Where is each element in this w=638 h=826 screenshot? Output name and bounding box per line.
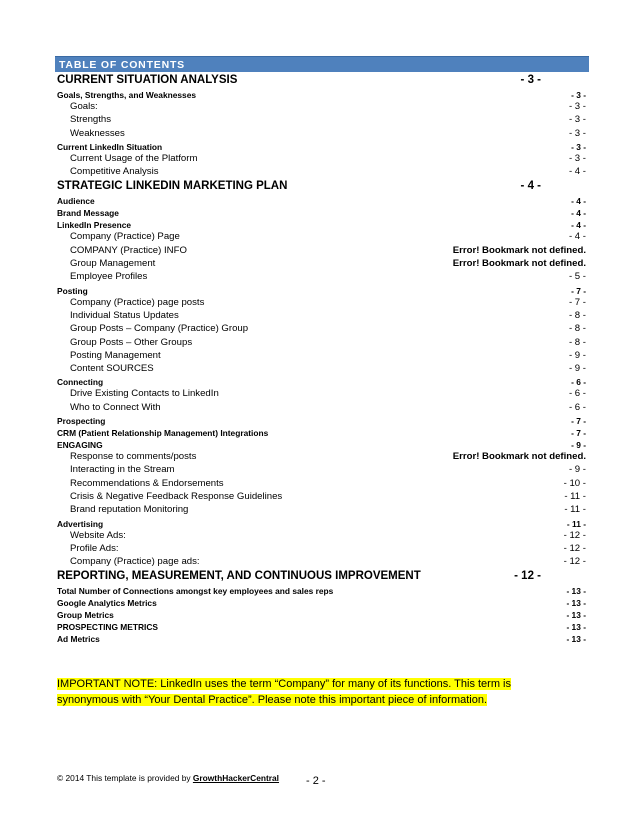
toc-entry[interactable] (57, 350, 586, 363)
toc-entry-page: - 8 - (568, 336, 586, 348)
toc-entry-page: - 13 - (566, 598, 586, 609)
note-line-2: synonymous with “Your Dental Practice”. Please note this important piece of information. (57, 694, 488, 706)
toc-entry[interactable] (57, 128, 586, 141)
toc-entry[interactable] (57, 363, 586, 376)
toc-entry-title: Strengths (70, 114, 112, 126)
toc-entry-title: Current LinkedIn Situation (57, 141, 163, 152)
toc-entry[interactable] (57, 402, 586, 415)
toc-entry[interactable] (57, 297, 586, 310)
footer (57, 773, 279, 783)
toc-entry[interactable] (57, 556, 586, 569)
toc-entry-page: - 9 - (571, 440, 586, 451)
toc-entry-page: - 7 - (571, 416, 586, 427)
table-of-contents (57, 73, 586, 645)
toc-entry-page: - 9 - (568, 464, 586, 476)
toc-entry[interactable] (57, 179, 586, 195)
toc-entry[interactable] (57, 166, 586, 179)
toc-entry-page: - 4 - (568, 166, 586, 178)
toc-entry-title: Group Posts – Other Groups (70, 336, 193, 348)
toc-entry-title: Response to comments/posts (70, 451, 197, 463)
important-note (57, 676, 587, 708)
toc-entry-title: PROSPECTING METRICS (57, 622, 158, 633)
toc-entry-title: Recommendations & Endorsements (70, 477, 224, 489)
toc-entry[interactable] (57, 258, 586, 271)
toc-entry[interactable] (57, 89, 586, 101)
toc-entry-title: STRATEGIC LINKEDIN MARKETING PLAN (57, 180, 288, 193)
toc-entry-page: - 13 - (566, 622, 586, 633)
toc-entry[interactable] (57, 195, 586, 207)
toc-entry-title: Current Usage of the Platform (70, 152, 198, 164)
toc-entry-title: Group Posts – Company (Practice) Group (70, 323, 249, 335)
toc-entry[interactable] (57, 245, 586, 258)
toc-entry[interactable] (57, 543, 586, 556)
toc-entry-error: Error! Bookmark not defined. (452, 258, 586, 270)
toc-entry-page: - 4 - (520, 180, 541, 193)
toc-entry[interactable] (57, 207, 586, 219)
toc-entry-title: Company (Practice) Page (70, 231, 180, 243)
toc-entry[interactable] (57, 415, 586, 427)
toc-entry-page: - 9 - (568, 349, 586, 361)
toc-entry[interactable] (57, 478, 586, 491)
toc-entry-title: Goals, Strengths, and Weaknesses (57, 90, 197, 100)
toc-entry-title: Competitive Analysis (70, 166, 159, 178)
toc-entry[interactable] (57, 491, 586, 504)
toc-entry-title: Employee Profiles (70, 271, 148, 283)
toc-entry[interactable] (57, 530, 586, 543)
toc-entry[interactable] (57, 597, 586, 609)
toc-entry-page: - 3 - (571, 90, 586, 100)
toc-entry-title: Ad Metrics (57, 634, 100, 645)
toc-entry-page: - 12 - (563, 529, 586, 541)
toc-entry[interactable] (57, 585, 586, 597)
toc-entry-page: - 12 - (514, 570, 541, 583)
toc-entry-title: Who to Connect With (70, 401, 161, 413)
toc-entry[interactable] (57, 310, 586, 323)
toc-entry[interactable] (57, 504, 586, 517)
toc-entry-page: - 9 - (568, 363, 586, 375)
toc-entry[interactable] (57, 285, 586, 297)
toc-entry-title: Audience (57, 196, 95, 207)
toc-entry-title: Group Management (70, 258, 156, 270)
toc-entry-error: Error! Bookmark not defined. (452, 244, 586, 256)
toc-entry[interactable] (57, 73, 586, 89)
toc-entry-page: - 13 - (566, 610, 586, 621)
toc-entry-title: Posting Management (70, 349, 161, 361)
toc-header-bar (55, 56, 589, 72)
toc-entry-page: - 3 - (568, 101, 586, 112)
toc-entry-title: LinkedIn Presence (57, 220, 132, 231)
toc-entry-page: - 4 - (568, 231, 586, 243)
toc-entry-page: - 3 - (568, 127, 586, 139)
toc-entry-page: - 4 - (571, 220, 586, 231)
toc-entry-page: - 11 - (566, 518, 586, 529)
toc-entry-title: Individual Status Updates (70, 309, 179, 321)
toc-entry-page: - 7 - (571, 428, 586, 439)
toc-title: TABLE OF CONTENTS (59, 59, 185, 71)
toc-entry-page: - 10 - (563, 477, 586, 489)
toc-entry[interactable] (57, 153, 586, 166)
toc-entry-page: - 11 - (564, 504, 586, 516)
toc-entry-title: Posting (57, 285, 88, 296)
toc-entry[interactable] (57, 376, 586, 388)
toc-entry-page: - 4 - (571, 196, 586, 207)
toc-entry-page: - 12 - (563, 556, 586, 568)
toc-entry[interactable] (57, 141, 586, 153)
toc-entry[interactable] (57, 388, 586, 401)
toc-entry-page: - 3 - (571, 141, 586, 152)
toc-entry[interactable] (57, 427, 586, 439)
toc-entry-page: - 6 - (571, 377, 586, 388)
toc-entry-page: - 12 - (563, 542, 586, 554)
toc-entry-title: ENGAGING (57, 440, 103, 451)
toc-entry-title: Advertising (57, 518, 104, 529)
toc-entry-title: Interacting in the Stream (70, 464, 175, 476)
toc-entry-title: Brand reputation Monitoring (70, 504, 189, 516)
toc-entry-title: CRM (Patient Relationship Management) Integrations (57, 428, 269, 439)
toc-entry[interactable] (57, 337, 586, 350)
toc-entry[interactable] (57, 569, 586, 585)
toc-entry-title: Prospecting (57, 416, 106, 427)
toc-entry-title: Content SOURCES (70, 363, 154, 375)
toc-entry-page: - 5 - (568, 271, 586, 283)
toc-entry[interactable] (57, 518, 586, 530)
toc-entry[interactable] (57, 451, 586, 464)
toc-entry-title: Weaknesses (70, 127, 125, 139)
toc-entry-page: - 7 - (568, 296, 586, 308)
toc-entry-title: Website Ads: (70, 529, 126, 541)
toc-entry-page: - 6 - (568, 388, 586, 400)
toc-entry[interactable] (57, 219, 586, 231)
toc-entry-title: Company (Practice) page ads: (70, 556, 200, 568)
toc-entry-error: Error! Bookmark not defined. (452, 451, 586, 463)
toc-entry[interactable] (57, 464, 586, 477)
toc-entry-title: Crisis & Negative Feedback Response Guidelines (70, 490, 283, 502)
toc-entry-page: - 4 - (571, 208, 586, 219)
toc-entry[interactable] (57, 114, 586, 127)
toc-entry-title: REPORTING, MEASUREMENT, AND CONTINUOUS IMPROVEMENT (57, 570, 421, 583)
toc-entry-page: - 7 - (571, 285, 586, 296)
toc-entry-title: Total Number of Connections amongst key employees and sales reps (57, 586, 334, 597)
toc-entry-page: - 13 - (566, 586, 586, 597)
page-number: - 2 - (306, 775, 326, 787)
toc-entry-title: Drive Existing Contacts to LinkedIn (70, 388, 219, 400)
toc-entry[interactable] (57, 271, 586, 284)
toc-entry-title: Profile Ads: (70, 542, 119, 554)
toc-entry[interactable] (57, 101, 586, 114)
toc-entry-title: Company (Practice) page posts (70, 296, 205, 308)
toc-entry-title: Group Metrics (57, 610, 114, 621)
footer-link[interactable]: GrowthHackerCentral (192, 773, 280, 783)
note-line-1: IMPORTANT NOTE: LinkedIn uses the term “Company” for many of its functions. This term is (57, 678, 511, 690)
toc-entry[interactable] (57, 633, 586, 645)
footer-copyright: © 2014 This template is provided by (57, 773, 193, 783)
toc-entry[interactable] (57, 323, 586, 336)
toc-entry-page: - 3 - (568, 114, 586, 126)
toc-entry[interactable] (57, 621, 586, 633)
toc-entry[interactable] (57, 439, 586, 451)
toc-entry-title: Connecting (57, 377, 104, 388)
toc-entry-title: Goals: (70, 101, 98, 112)
toc-entry-page: - 8 - (568, 323, 586, 335)
toc-entry-page: - 13 - (566, 634, 586, 645)
toc-entry[interactable] (57, 231, 586, 244)
toc-entry-title: Google Analytics Metrics (57, 598, 157, 609)
toc-entry[interactable] (57, 609, 586, 621)
toc-entry-title: CURRENT SITUATION ANALYSIS (57, 74, 238, 86)
toc-entry-title: COMPANY (Practice) INFO (70, 244, 187, 256)
toc-entry-title: Brand Message (57, 208, 119, 219)
toc-entry-page: - 3 - (520, 74, 541, 86)
toc-entry-page: - 8 - (568, 309, 586, 321)
toc-entry-page: - 3 - (568, 152, 586, 164)
toc-entry-page: - 11 - (564, 490, 586, 502)
toc-entry-page: - 6 - (568, 401, 586, 413)
